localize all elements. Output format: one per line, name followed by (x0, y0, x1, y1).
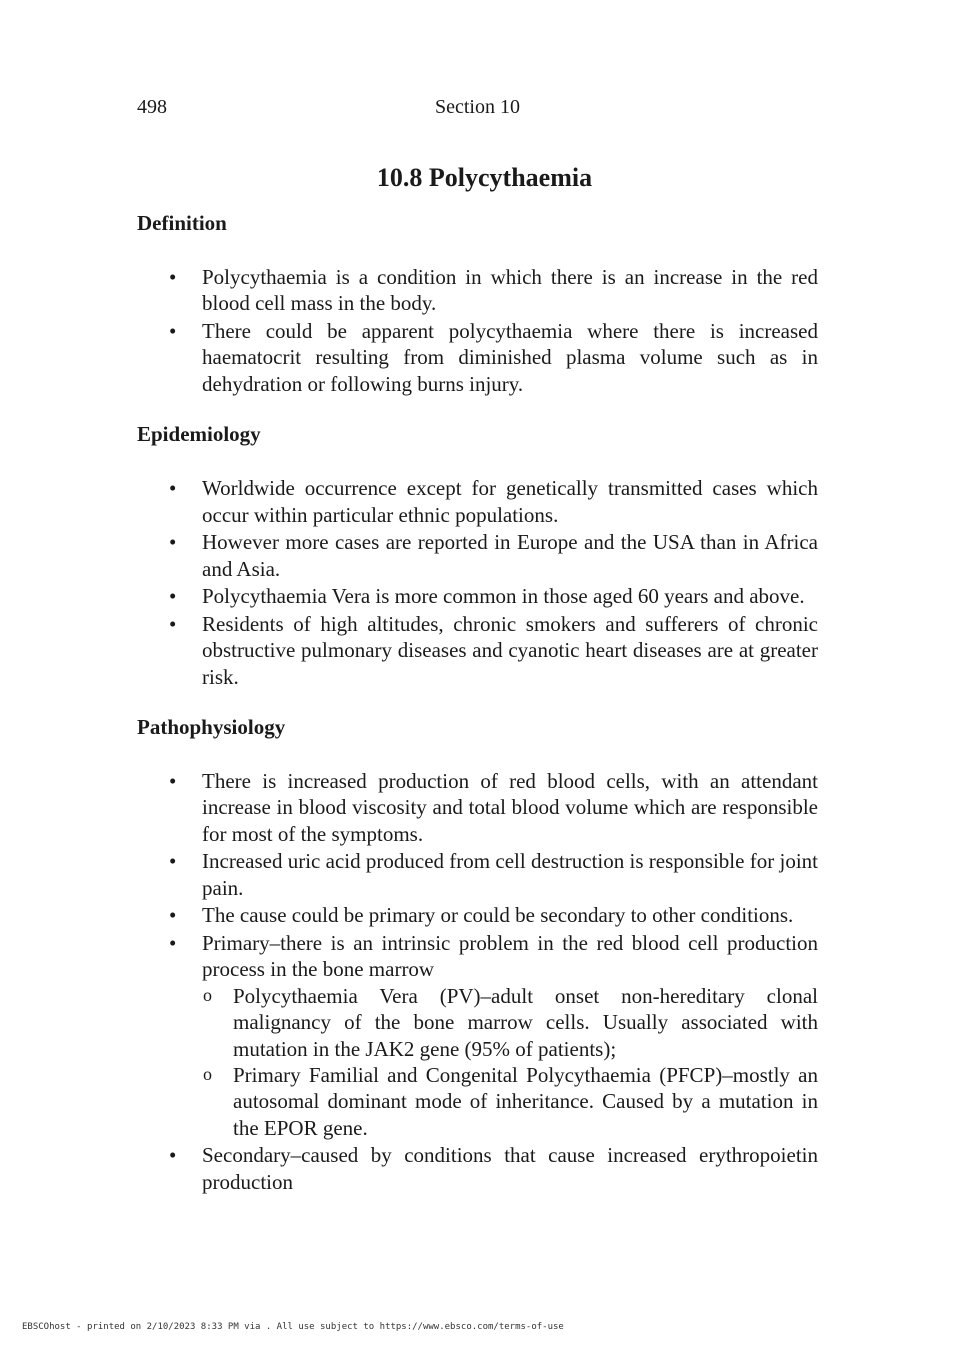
epidemiology-list (137, 475, 818, 690)
page-content (137, 160, 818, 1196)
epidemiology-section (137, 421, 818, 690)
pathophysiology-heading: Pathophysiology (137, 715, 286, 740)
list-item: • Residents of high altitudes, chronic smokers and sufferers of chronic obstructive pulmonary diseases and cyanotic heart diseases are at greater risk. (137, 611, 818, 690)
list-item: • Worldwide occurrence except for genetically transmitted cases which occur within particular ethnic populations. (137, 475, 818, 528)
pathophysiology-list (137, 768, 818, 1195)
page-header (137, 96, 818, 122)
primary-sub-list (202, 983, 818, 1141)
epidemiology-heading: Epidemiology (137, 422, 261, 447)
list-item: • Increased uric acid produced from cell destruction is responsible for joint pain. (137, 848, 818, 901)
definition-list (137, 264, 818, 397)
sub-list-item: o Polycythaemia Vera (PV)–adult onset non-hereditary clonal malignancy of the bone marrow cells. Usually associated with mutation in the JAK2 gene (95% of patients); (202, 983, 818, 1062)
definition-heading: Definition (137, 211, 227, 235)
list-item: • The cause could be primary or could be secondary to other conditions. (137, 902, 818, 928)
print-footer-note: EBSCOhost - printed on 2/10/2023 8:33 PM via . All use subject to https://www.ebsco.com/terms-of-use (22, 1322, 564, 1332)
list-item: • However more cases are reported in Europe and the USA than in Africa and Asia. (137, 529, 818, 582)
sub-list-item: o Primary Familial and Congenital Polycythaemia (PFCP)–mostly an autosomal dominant mode of inheritance. Caused by a mutation in the EPOR gene. (202, 1062, 818, 1141)
list-item: • Polycythaemia Vera is more common in those aged 60 years and above. (137, 583, 818, 609)
definition-section (137, 210, 818, 397)
page-number: 498 (137, 96, 167, 118)
running-head: Section 10 (435, 96, 520, 118)
list-item: • Secondary–caused by conditions that cause increased erythropoietin production (137, 1142, 818, 1195)
pathophysiology-section (137, 714, 818, 1195)
list-item: • There is increased production of red blood cells, with an attendant increase in blood viscosity and total blood volume which are responsible for most of the symptoms. (137, 768, 818, 847)
list-item-text: Primary–there is an intrinsic problem in the red blood cell production process in the bone marrow (202, 931, 818, 982)
list-item: • Polycythaemia is a condition in which there is an increase in the red blood cell mass in the body. (137, 264, 818, 317)
list-item (137, 930, 818, 1141)
chapter-title: 10.8 Polycythaemia (376, 163, 593, 192)
list-item: • There could be apparent polycythaemia where there is increased haematocrit resulting from diminished plasma volume such as in dehydration or following burns injury. (137, 318, 818, 397)
